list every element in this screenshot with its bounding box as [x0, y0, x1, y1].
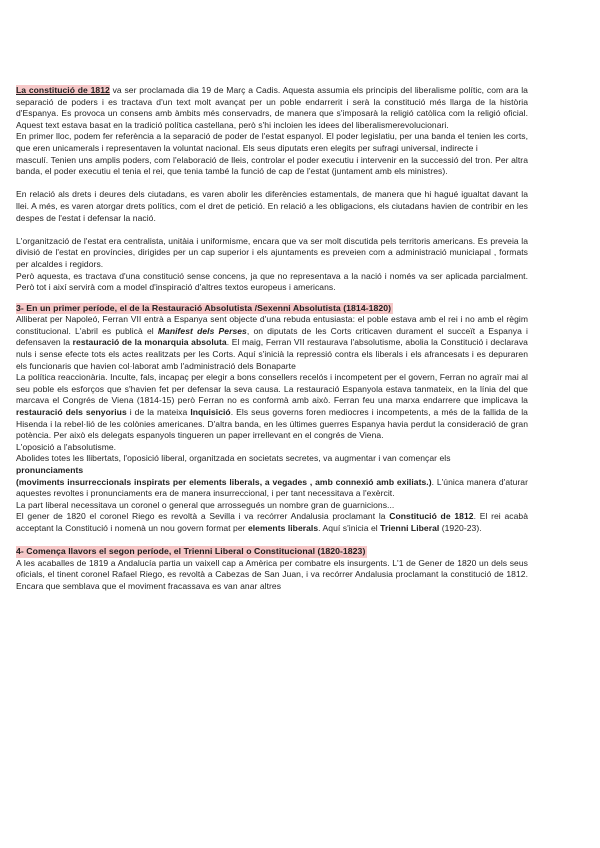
paragraph-riego-revolt: El gener de 1820 el coronel Riego es revoltà a Sevilla i va recórrer Andalusia proclamant la Constitució de 1812. El rei acabà acceptant la Constitució i nomenà un nou govern format per elements liberals. Aquí s'inicia el Trienni Liberal (1920-23). [16, 511, 528, 533]
paragraph-insurrections: (moviments insurreccionals inspirats per elements liberals, a vegades , amb connexió amb exiliats.). L'única manera d'aturar aquestes revoltes i pronunciaments era de manera insurreccional, i per tant necessitava a l'exèrcit. [16, 476, 528, 499]
paragraph-constitution-conclusion: Però aquesta, es tractava d'una constitució sense concens, ja que no representava a la nació i només va ser aplicada parcialment. Però tot i així servirà com a model d'inspiració d'altres textos europeus i americans. [16, 270, 528, 293]
paragraph-powers-continued: masculí. Tenien uns amplis poders, com l'elaboració de lleis, controlar el poder executiu i intervenir en la successió del tron. Per altra banda, el poder executiu el tenia el rei, que tenia també la funció de cap de l'estat (juntament amb els ministres). [16, 154, 528, 177]
section-heading-trienni: 4- Comença llavors el segon període, el Trienni Liberal o Constitucional (1820-1823) [16, 546, 366, 557]
paragraph-constitution-intro: La constitució de 1812 va ser proclamada dia 19 de Març a Cadis. Aquesta assumia els principis del liberalisme polític, com ara la separació de poders i es tractava d'un text molt avançat per un poble endarrerit i serà la constitució més llarga de la història d'Espanya. Es provoca un consens amb àmbits més conservadrs, de manera que s'imposarà la religió catòlica com la religió oficial. Aquest text estava basat en la tradició política castellana, però s'hi incloien les idees del liberalismerevolucionari. [16, 85, 528, 130]
paragraph-trienni-start: A les acaballes de 1819 a Andalucía partia un vaixell cap a Amèrica per combatre els insurgents. L'1 de Gener de 1820 un dels seus oficials, el tinent coronel Rafael Riego, es revoltà a Cabezas de San Juan, i va recórrer Andalusia proclamant la constitució de 1812. Encara que semblava que el moviment fracassava es van anar altres [16, 557, 528, 591]
paragraph-opposition-title: L'oposició a l'absolutisme. [16, 441, 117, 452]
paragraph-state-organization: L'organització de l'estat era centralista, unitàia i uniformisme, encara que va ser molt discutida pels territoris americans. Es preveia la divisió de l'estat en províncies, dirigides per un cap superior i els ajuntaments es preveien com a administració municiapal , formats per alcaldes i regidors. [16, 235, 528, 269]
paragraph-reactionary-policy: La política reaccionària. Inculte, fals, incapaç per elegir a bons consellers recelós i incompetent per el govern, Ferran no agraïr mai al seu poble els esforços que s'havien fet per defensar la seva causa. La restauració Espanyola estava tanmateix, en la línia del que marcava el Congrés de Viena (1814-15) però Ferran no es conformà amb això. Ferran feu una marxa endarrere que implicava la restauració dels senyorius i de la mateixa Inquisició. Els seus governs foren mediocres i incompetents, a més de la fallida de la Hisenda i la rebel·lió de les colònies americanes. D'altra banda, en les últimes guerres Espanya havia perdut la consideració de gran potència. Per això els delegats espanyols tingueren un paper irrellevant en el congrés de Viena. [16, 372, 528, 441]
paragraph-separation-powers: En primer lloc, podem fer referència a la separació de poder de l'estat espanyol. El poder legislatiu, per una banda el tenien les corts, que eren unicamerals i representaven la voluntat nacional. Els seus diputats eren elegits per sufragi universal, indirecte i [16, 131, 528, 153]
paragraph-opposition-liberal: Abolides totes les llibertats, l'oposició liberal, organitzada en societats secretes, va augmentar i van començar els pronunciaments [16, 453, 451, 475]
paragraph-ferran-return: Alliberat per Napoleó, Ferran VII entrà a Espanya sent objecte d'una rebuda entusiasta: el poble estava amb el rei i no amb el règim constitucional. L'abril es publicà el Manifest dels Perses, on diputats de les Corts criticaven durament el succeït a Espanya i defensaven la restauració de la monarquia absoluta. El maig, Ferran VII restaurava l'absolutisme, abolia la Constitució i declarava nuls i sense efecte tots els actes realitzats per les Corts. Aquí s'inicià la repressió contra els liberals i els afrancesats i es depuraren els funcionaris que havien col·laborat amb l'administració dels Bonaparte [16, 314, 529, 371]
paragraph-rights-duties: En relació als drets i deures dels ciutadans, es varen abolir les diferències estamentals, de manera que hi hagué igualtat davant la llei. A més, es varen atorgar drets polítics, com el dret de petició. En relació a les obligacions, els ciutadans havien de contribir en les despes de l'estat i defensar la nació. [16, 189, 528, 223]
highlighted-title: La constitució de 1812 [16, 85, 110, 95]
section-heading-restoration: 3- En un primer període, el de la Restauració Absolutista /Sexenni Absolutista (1814-1820) [16, 302, 392, 313]
paragraph-liberal-general: La part liberal necessitava un coronel o general que arrossegués un nombre gran de guarnicions... [16, 499, 395, 510]
